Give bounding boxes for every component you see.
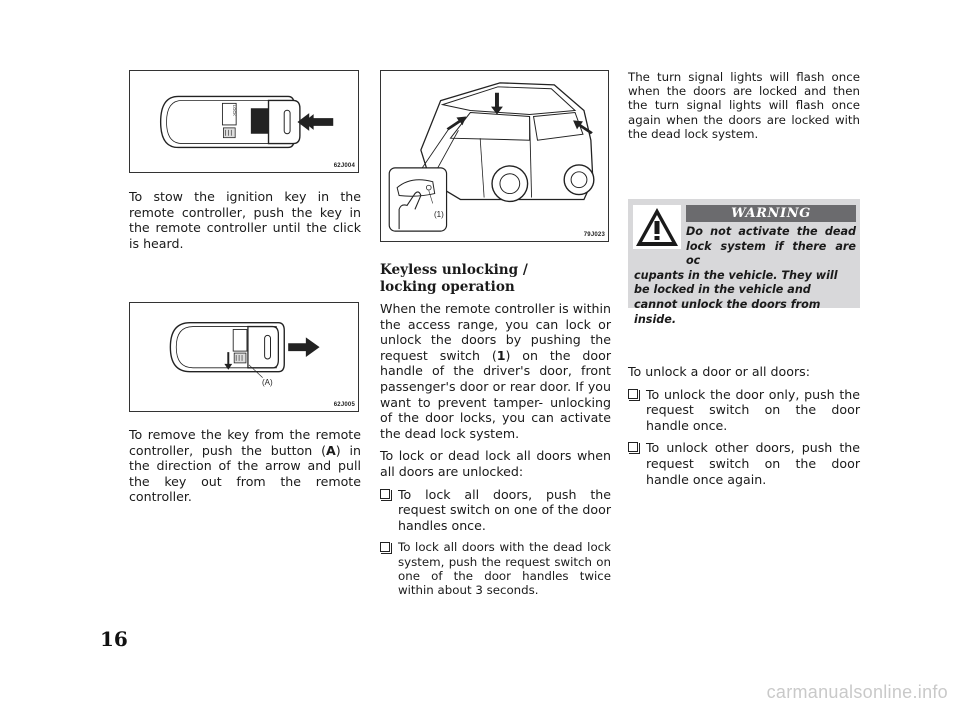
column-1-para-2 bbox=[129, 427, 361, 512]
remote-controller-illustration bbox=[130, 71, 358, 172]
checkbox-bullet-icon bbox=[380, 542, 390, 552]
bullet-lock-all: To lock all doors, push the request switch on one of the door handles once. bbox=[380, 487, 611, 534]
lock-intro: To lock or dead lock all doors when all doors are unlocked: bbox=[380, 448, 611, 479]
watermark: carmanualsonline.info bbox=[766, 682, 948, 702]
keyless-operation-description: When the remote controller is within the access range, you can lock or unlock the doors by pushing the request switch (1) on the door handle of the driver's door, front passenger's door or rear door. If you want to prevent tamper- unlocking of the door locks, you can activate the dead lock system. bbox=[380, 301, 611, 441]
figure-code: 62J005 bbox=[333, 402, 355, 408]
figure-key-label: LOCK bbox=[232, 105, 237, 116]
car-illustration bbox=[381, 71, 608, 241]
figure-remove-key bbox=[129, 302, 359, 412]
section-heading: Keyless unlocking / locking operation bbox=[380, 262, 528, 295]
bullet-unlock-door: To unlock the door only, push the request switch on the door handle once. bbox=[628, 387, 860, 434]
figure-code: 62J004 bbox=[333, 163, 355, 169]
bullet-dead-lock: To lock all doors with the dead lock system, push the request switch on one of the door handles twice within about 3 seconds. bbox=[380, 540, 611, 597]
warning-box bbox=[628, 199, 860, 326]
figure-switch-label: (1) bbox=[434, 210, 444, 219]
stow-key-instructions: To stow the ignition key in the remote controller, push the key in the remote controller until the click is heard. bbox=[129, 189, 361, 251]
page-number: 16 bbox=[100, 627, 128, 651]
figure-stow-key bbox=[129, 70, 359, 173]
bullet-unlock-others: To unlock other doors, push the request switch on the door handle once again. bbox=[628, 440, 860, 487]
column-1-para-1 bbox=[129, 189, 361, 258]
figure-button-label: (A) bbox=[262, 378, 273, 387]
turn-signal-description: The turn signal lights will flash once when the doors are locked and then the turn signal lights will flash once again when the doors are locked with the dead lock system. bbox=[628, 70, 860, 141]
column-2-text bbox=[380, 262, 611, 604]
warning-text: Do not activate the dead lock system if there are oc cupants in the vehicle. They will be locked in the vehicle and cannot unlock the doors from inside. bbox=[634, 225, 856, 326]
warning-title: WARNING bbox=[686, 205, 856, 222]
unlock-intro: To unlock a door or all doors: bbox=[628, 364, 810, 379]
column-3-para-1 bbox=[628, 70, 860, 148]
remove-key-instructions: To remove the key from the remote controller, push the button (A) in the direction of the arrow and pull the key out from the remote controller. bbox=[129, 427, 362, 505]
figure-car-door-handle bbox=[380, 70, 609, 242]
checkbox-bullet-icon bbox=[628, 442, 638, 452]
remote-controller-remove-illustration bbox=[130, 303, 358, 411]
figure-code: 79J023 bbox=[583, 232, 605, 238]
checkbox-bullet-icon bbox=[628, 389, 638, 399]
column-3-para-2 bbox=[628, 364, 860, 494]
checkbox-bullet-icon bbox=[380, 489, 390, 499]
